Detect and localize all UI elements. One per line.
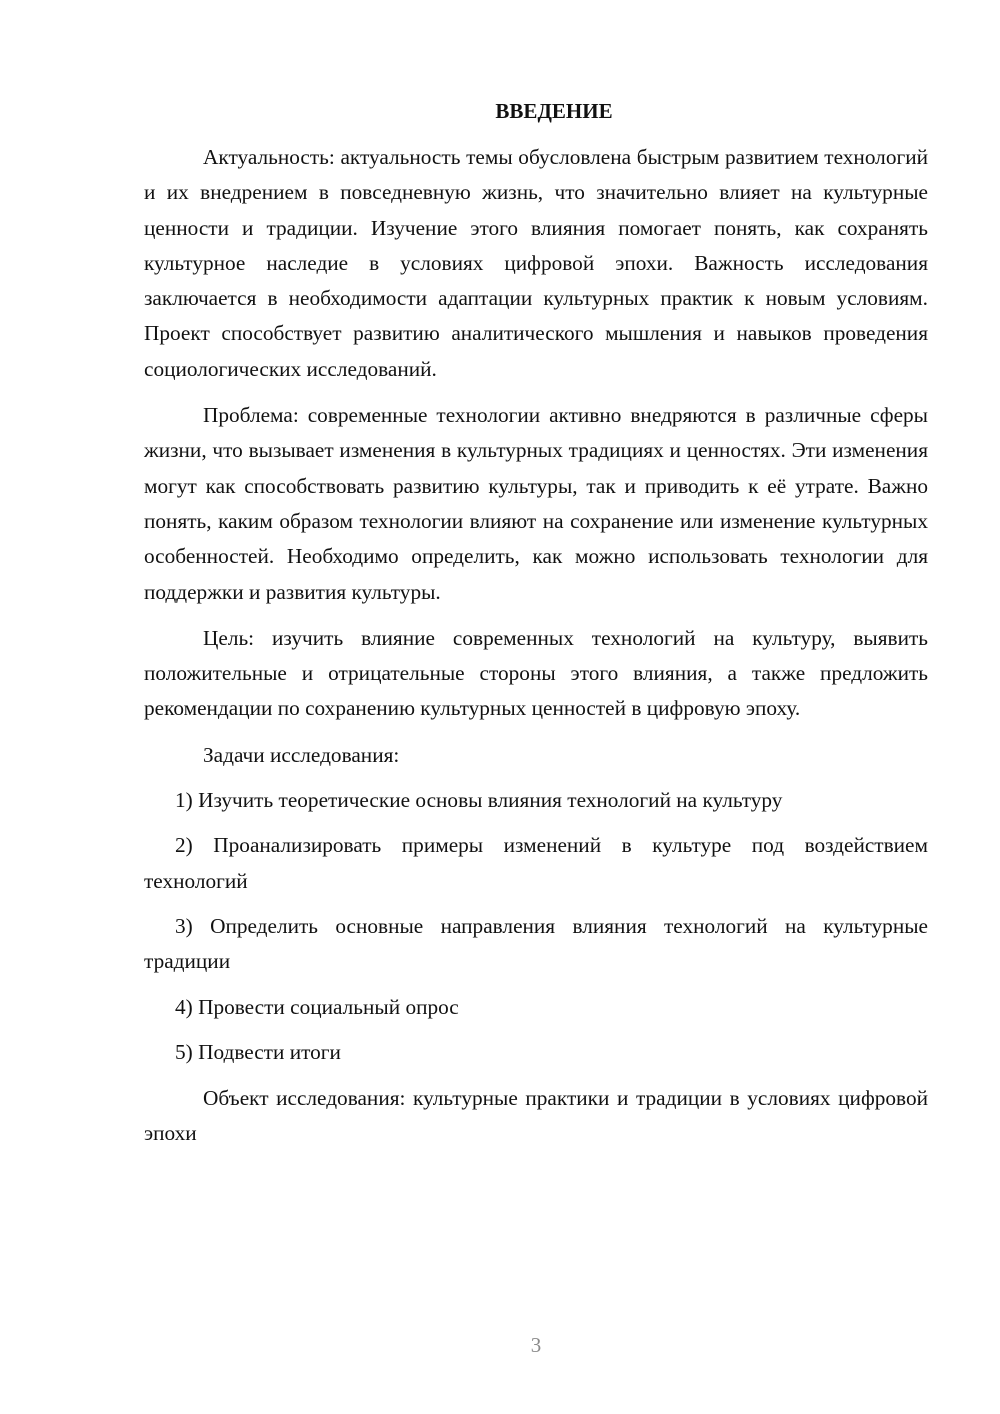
- task-item-1: 1) Изучить теоретические основы влияния технологий на культуру: [175, 788, 783, 813]
- paragraph-object: Объект исследования: культурные практики и традиции в условиях цифровой эпохи: [144, 1086, 928, 1146]
- tasks-heading: Задачи исследования:: [203, 742, 400, 767]
- paragraph-problem: Проблема: современные технологии активно внедряются в различные сферы жизни, что вызывает изменения в культурных традициях и ценностях. Эти изменения могут как способствовать развитию культуры, так и приводить к её утрате. Важно понять, каким образом технологии влияют на сохранение или изменение культурных особенностей. Необходимо определить, как можно использовать технологии для поддержки и развития культуры.: [144, 403, 928, 604]
- page-number: 3: [530, 1333, 542, 1357]
- paragraph-relevance: Актуальность: актуальность темы обусловлена быстрым развитием технологий и их внедрением в повседневную жизнь, что значительно влияет на культурные ценности и традиции. Изучение этого влияния помогает понять, как сохранять культурное наследие в условиях цифровой эпохи. Важность исследования заключается в необходимости адаптации культурных практик к новым условиям. Проект способствует развитию аналитического мышления и навыков проведения социологических исследований.: [144, 145, 928, 381]
- task-item-5: 5) Подвести итоги: [175, 1039, 341, 1064]
- page-content: [144, 94, 928, 1152]
- task-item-3: 3) Определить основные направления влияния технологий на культурные традиции: [144, 913, 928, 974]
- paragraph-goal: Цель: изучить влияние современных технологий на культуру, выявить положительные и отрицательные стороны этого влияния, а также предложить рекомендации по сохранению культурных ценностей в цифровую эпоху.: [144, 625, 928, 721]
- task-item-2: 2) Проанализировать примеры изменений в культуре под воздействием технологий: [144, 833, 928, 893]
- section-title: ВВЕДЕНИЕ: [495, 99, 613, 123]
- task-item-4: 4) Провести социальный опрос: [175, 994, 459, 1019]
